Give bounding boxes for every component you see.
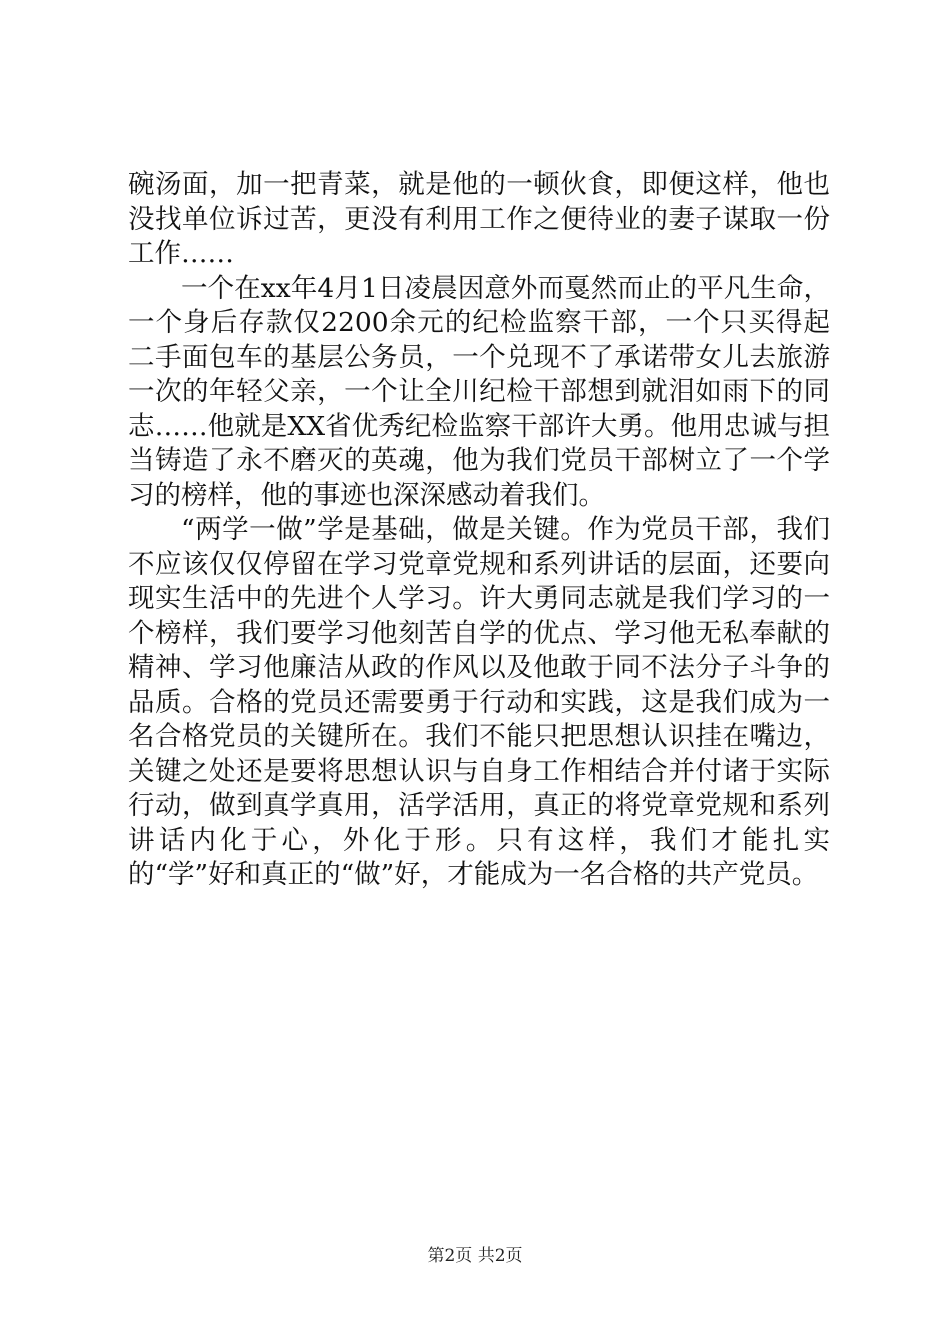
paragraph-3: “两学一做”学是基础，做是关键。作为党员干部，我们不应该仅仅停留在学习党章党规和系列讲话的层面，还要向现实生活中的先进个人学习。许大勇同志就是我们学习的一个榜样，我们要学习他刻苦自学的优点、学习他无私奉献的精神、学习他廉洁从政的作风以及他敢于同不法分子斗争的品质。合格的党员还需要勇于行动和实践，这是我们成为一名合格党员的关键所在。我们不能只把思想认识挂在嘴边，关键之处还是要将思想认识与自身工作相结合并付诸于实际行动，做到真学真用，活学活用，真正的将党章党规和系列讲话内化于心，外化于形。只有这样，我们才能扎实的“学”好和真正的“做”好，才能成为一名合格的共产党员。 bbox=[128, 514, 830, 890]
document-body bbox=[128, 168, 830, 893]
paragraph-1: 碗汤面，加一把青菜，就是他的一顿伙食，即便这样，他也没找单位诉过苦，更没有利用工作之便待业的妻子谋取一份工作…… bbox=[128, 169, 830, 269]
page-number-footer: 第2页 共2页 bbox=[427, 1246, 523, 1266]
paragraph-2: 一个在xx年4月1日凌晨因意外而戛然而止的平凡生命，一个身后存款仅2200余元的纪检监察干部，一个只买得起二手面包车的基层公务员，一个兑现不了承诺带女儿去旅游一次的年轻父亲，一个让全川纪检干部想到就泪如雨下的同志……他就是XX省优秀纪检监察干部许大勇。他用忠诚与担当铸造了永不磨灭的英魂，他为我们党员干部树立了一个学习的榜样，他的事迹也深深感动着我们。 bbox=[128, 272, 830, 511]
